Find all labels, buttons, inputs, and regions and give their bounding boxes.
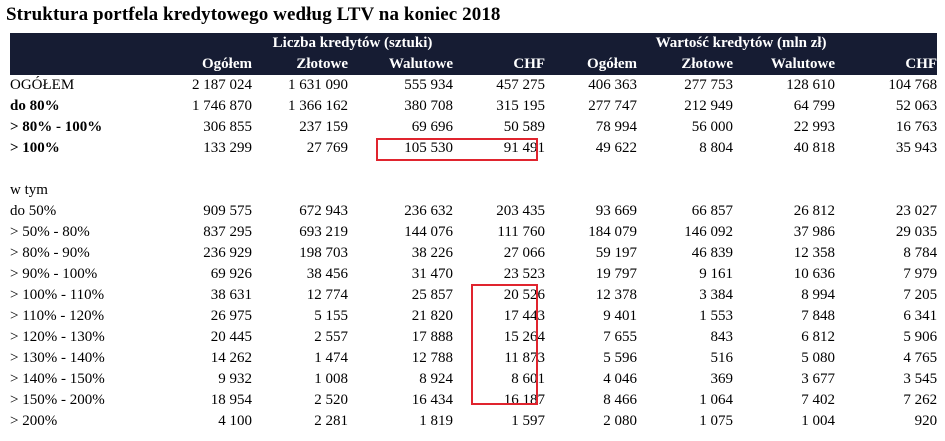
table-cell: 144 076: [404, 224, 453, 240]
table-cell: 5 906: [903, 329, 938, 345]
table-cell: 16 187: [503, 392, 546, 408]
table-cell: 1 004: [801, 413, 836, 429]
table-cell: 146 092: [684, 224, 734, 240]
column-header: Ogółem: [202, 56, 252, 72]
table-cell: 14 262: [210, 350, 252, 366]
table-cell: 52 063: [895, 98, 938, 114]
table-cell: 93 669: [595, 203, 638, 219]
table-cell: 23 523: [503, 266, 546, 282]
row-label: > 100% - 110%: [10, 287, 105, 303]
table-cell: 19 797: [595, 266, 638, 282]
table-cell: 16 434: [411, 392, 453, 408]
table-cell: 5 596: [603, 350, 638, 366]
table-cell: 315 195: [496, 98, 546, 114]
table-cell: 2 187 024: [192, 77, 252, 93]
table-cell: 104 768: [888, 77, 938, 93]
table-cell: 37 986: [793, 224, 836, 240]
column-header: Walutowe: [770, 56, 836, 72]
row-label: do 50%: [10, 203, 57, 219]
table-cell: 21 820: [411, 308, 453, 324]
table-cell: 198 703: [299, 245, 348, 261]
table-cell: 4 765: [903, 350, 938, 366]
table-row: [10, 117, 937, 138]
table-cell: 672 943: [299, 203, 348, 219]
table-cell: 105 530: [404, 140, 453, 156]
table-cell: 26 975: [210, 308, 252, 324]
table-cell: 184 079: [588, 224, 638, 240]
column-header: Ogółem: [587, 56, 638, 72]
table-row: [10, 201, 937, 222]
table-cell: 35 943: [895, 140, 938, 156]
table-cell: 237 159: [299, 119, 348, 135]
table-cell: 8 601: [511, 371, 546, 387]
table-cell: 8 466: [603, 392, 638, 408]
table-cell: 212 949: [684, 98, 734, 114]
row-label: > 50% - 80%: [10, 224, 90, 240]
table-cell: 3 677: [801, 371, 836, 387]
row-label: > 100%: [10, 140, 60, 156]
table-cell: 1 746 870: [192, 98, 252, 114]
header-blank: [10, 33, 160, 54]
table-cell: 7 262: [903, 392, 938, 408]
row-label: > 80% - 90%: [10, 245, 90, 261]
table-cell: 9 932: [218, 371, 252, 387]
table-cell: 2 080: [603, 413, 638, 429]
table-cell: 91 491: [503, 140, 546, 156]
table-cell: 4 100: [218, 413, 252, 429]
table-cell: 837 295: [203, 224, 252, 240]
section-label-row: [10, 180, 937, 201]
table-cell: 8 994: [801, 287, 836, 303]
header-group-row: [10, 33, 937, 54]
table-cell: 23 027: [895, 203, 938, 219]
table-cell: 277 753: [684, 77, 734, 93]
table-row: [10, 411, 937, 432]
table-cell: 6 812: [801, 329, 836, 345]
row-label: > 90% - 100%: [10, 266, 98, 282]
row-label: > 130% - 140%: [10, 350, 105, 366]
column-header: CHF: [905, 56, 938, 72]
table-cell: 27 066: [503, 245, 546, 261]
row-label: > 120% - 130%: [10, 329, 105, 345]
table-cell: 920: [914, 413, 938, 429]
table-cell: 7 402: [801, 392, 836, 408]
table-cell: 1 631 090: [288, 77, 348, 93]
table-cell: 1 366 162: [288, 98, 348, 114]
table-cell: 11 873: [504, 350, 546, 366]
table-cell: 236 929: [203, 245, 252, 261]
table-cell: 9 401: [603, 308, 638, 324]
table-cell: 26 812: [793, 203, 836, 219]
table-cell: 38 631: [210, 287, 252, 303]
table-cell: 111 760: [497, 224, 546, 240]
header-column-row: [10, 54, 937, 75]
table-cell: 277 747: [588, 98, 638, 114]
table-cell: 236 632: [404, 203, 453, 219]
table-cell: 2 557: [314, 329, 348, 345]
row-label: > 110% - 120%: [10, 308, 105, 324]
table-cell: 9 161: [699, 266, 734, 282]
table-cell: 4 046: [603, 371, 638, 387]
header-blank: [10, 54, 160, 75]
table-cell: 1 008: [314, 371, 348, 387]
table-cell: 66 857: [691, 203, 734, 219]
table-cell: 380 708: [404, 98, 453, 114]
table-cell: 17 888: [411, 329, 453, 345]
table-row: [10, 306, 937, 327]
table-cell: 555 934: [404, 77, 453, 93]
table-cell: 5 080: [801, 350, 836, 366]
column-header: Złotowe: [296, 56, 348, 72]
table-cell: 3 384: [699, 287, 734, 303]
table-cell: 50 589: [503, 119, 546, 135]
column-header: Walutowe: [388, 56, 453, 72]
table-cell: 38 226: [411, 245, 453, 261]
table-row: [10, 138, 937, 159]
table-cell: 1 474: [314, 350, 348, 366]
table-cell: 16 763: [895, 119, 938, 135]
row-label: > 200%: [10, 413, 58, 429]
table-cell: 843: [710, 329, 734, 345]
table-row: [10, 96, 937, 117]
table-cell: 8 804: [699, 140, 734, 156]
table-cell: 10 636: [793, 266, 836, 282]
table-cell: 6 341: [903, 308, 938, 324]
row-label: > 80% - 100%: [10, 119, 103, 135]
table-cell: 909 575: [203, 203, 252, 219]
table-cell: 406 363: [588, 77, 638, 93]
table-row: [10, 390, 937, 411]
ltv-table: [10, 33, 937, 432]
summary-rows: [10, 75, 937, 159]
table-cell: 457 275: [496, 77, 546, 93]
table-cell: 5 155: [314, 308, 348, 324]
table-cell: 12 378: [595, 287, 638, 303]
section-label: w tym: [10, 182, 48, 198]
table-cell: 8 784: [903, 245, 938, 261]
table-row: [10, 75, 937, 96]
table-cell: 133 299: [203, 140, 252, 156]
table-cell: 20 526: [503, 287, 546, 303]
table-cell: 369: [710, 371, 734, 387]
table-cell: 31 470: [411, 266, 453, 282]
table-cell: 1 064: [699, 392, 734, 408]
table-cell: 46 839: [691, 245, 734, 261]
table-row: [10, 243, 937, 264]
table-cell: 693 219: [299, 224, 348, 240]
table-cell: 7 848: [801, 308, 836, 324]
table-cell: 7 205: [903, 287, 938, 303]
table-cell: 12 774: [306, 287, 348, 303]
table-cell: 22 993: [793, 119, 836, 135]
table-cell: 15 264: [503, 329, 546, 345]
table-cell: 1 819: [419, 413, 453, 429]
table-cell: 78 994: [595, 119, 638, 135]
table-cell: 516: [710, 350, 734, 366]
table-cell: 38 456: [306, 266, 348, 282]
table-cell: 1 597: [511, 413, 546, 429]
row-label: do 80%: [10, 98, 60, 114]
table-cell: 203 435: [496, 203, 546, 219]
section-spacer: [10, 159, 937, 201]
table-cell: 29 035: [895, 224, 938, 240]
row-label: OGÓŁEM: [10, 77, 75, 93]
table-cell: 3 545: [903, 371, 938, 387]
table-row: [10, 222, 937, 243]
table-cell: 8 924: [419, 371, 453, 387]
table-cell: 306 855: [203, 119, 252, 135]
row-label: > 140% - 150%: [10, 371, 105, 387]
table-cell: 69 926: [210, 266, 252, 282]
table-row: [10, 369, 937, 390]
table-cell: 20 445: [210, 329, 252, 345]
table-cell: 12 358: [793, 245, 836, 261]
table-cell: 69 696: [411, 119, 453, 135]
table-cell: 2 281: [314, 413, 348, 429]
table-cell: 25 857: [411, 287, 453, 303]
table-cell: 27 769: [306, 140, 348, 156]
table-cell: 7 979: [903, 266, 938, 282]
table-cell: 49 622: [595, 140, 638, 156]
table-cell: 40 818: [793, 140, 836, 156]
table-cell: 18 954: [210, 392, 252, 408]
table-cell: 1 553: [699, 308, 734, 324]
table-cell: 1 075: [699, 413, 734, 429]
table-row: [10, 348, 937, 369]
table-row: [10, 327, 937, 348]
table-cell: 128 610: [786, 77, 836, 93]
table-row: [10, 264, 937, 285]
table-row: [10, 285, 937, 306]
table-cell: 2 520: [314, 392, 348, 408]
column-header: CHF: [513, 56, 546, 72]
page-title: Struktura portfela kredytowego według LTV na koniec 2018: [6, 4, 501, 25]
header-group-count: Liczba kredytów (sztuki): [272, 35, 433, 51]
table-cell: 59 197: [595, 245, 638, 261]
column-header: Złotowe: [681, 56, 734, 72]
table-cell: 17 443: [503, 308, 546, 324]
table-cell: 64 799: [793, 98, 836, 114]
table-cell: 7 655: [603, 329, 638, 345]
header-group-value: Wartość kredytów (mln zł): [655, 35, 827, 51]
detail-rows: [10, 201, 937, 432]
table-cell: 56 000: [691, 119, 734, 135]
row-label: > 150% - 200%: [10, 392, 105, 408]
table-cell: 12 788: [411, 350, 453, 366]
